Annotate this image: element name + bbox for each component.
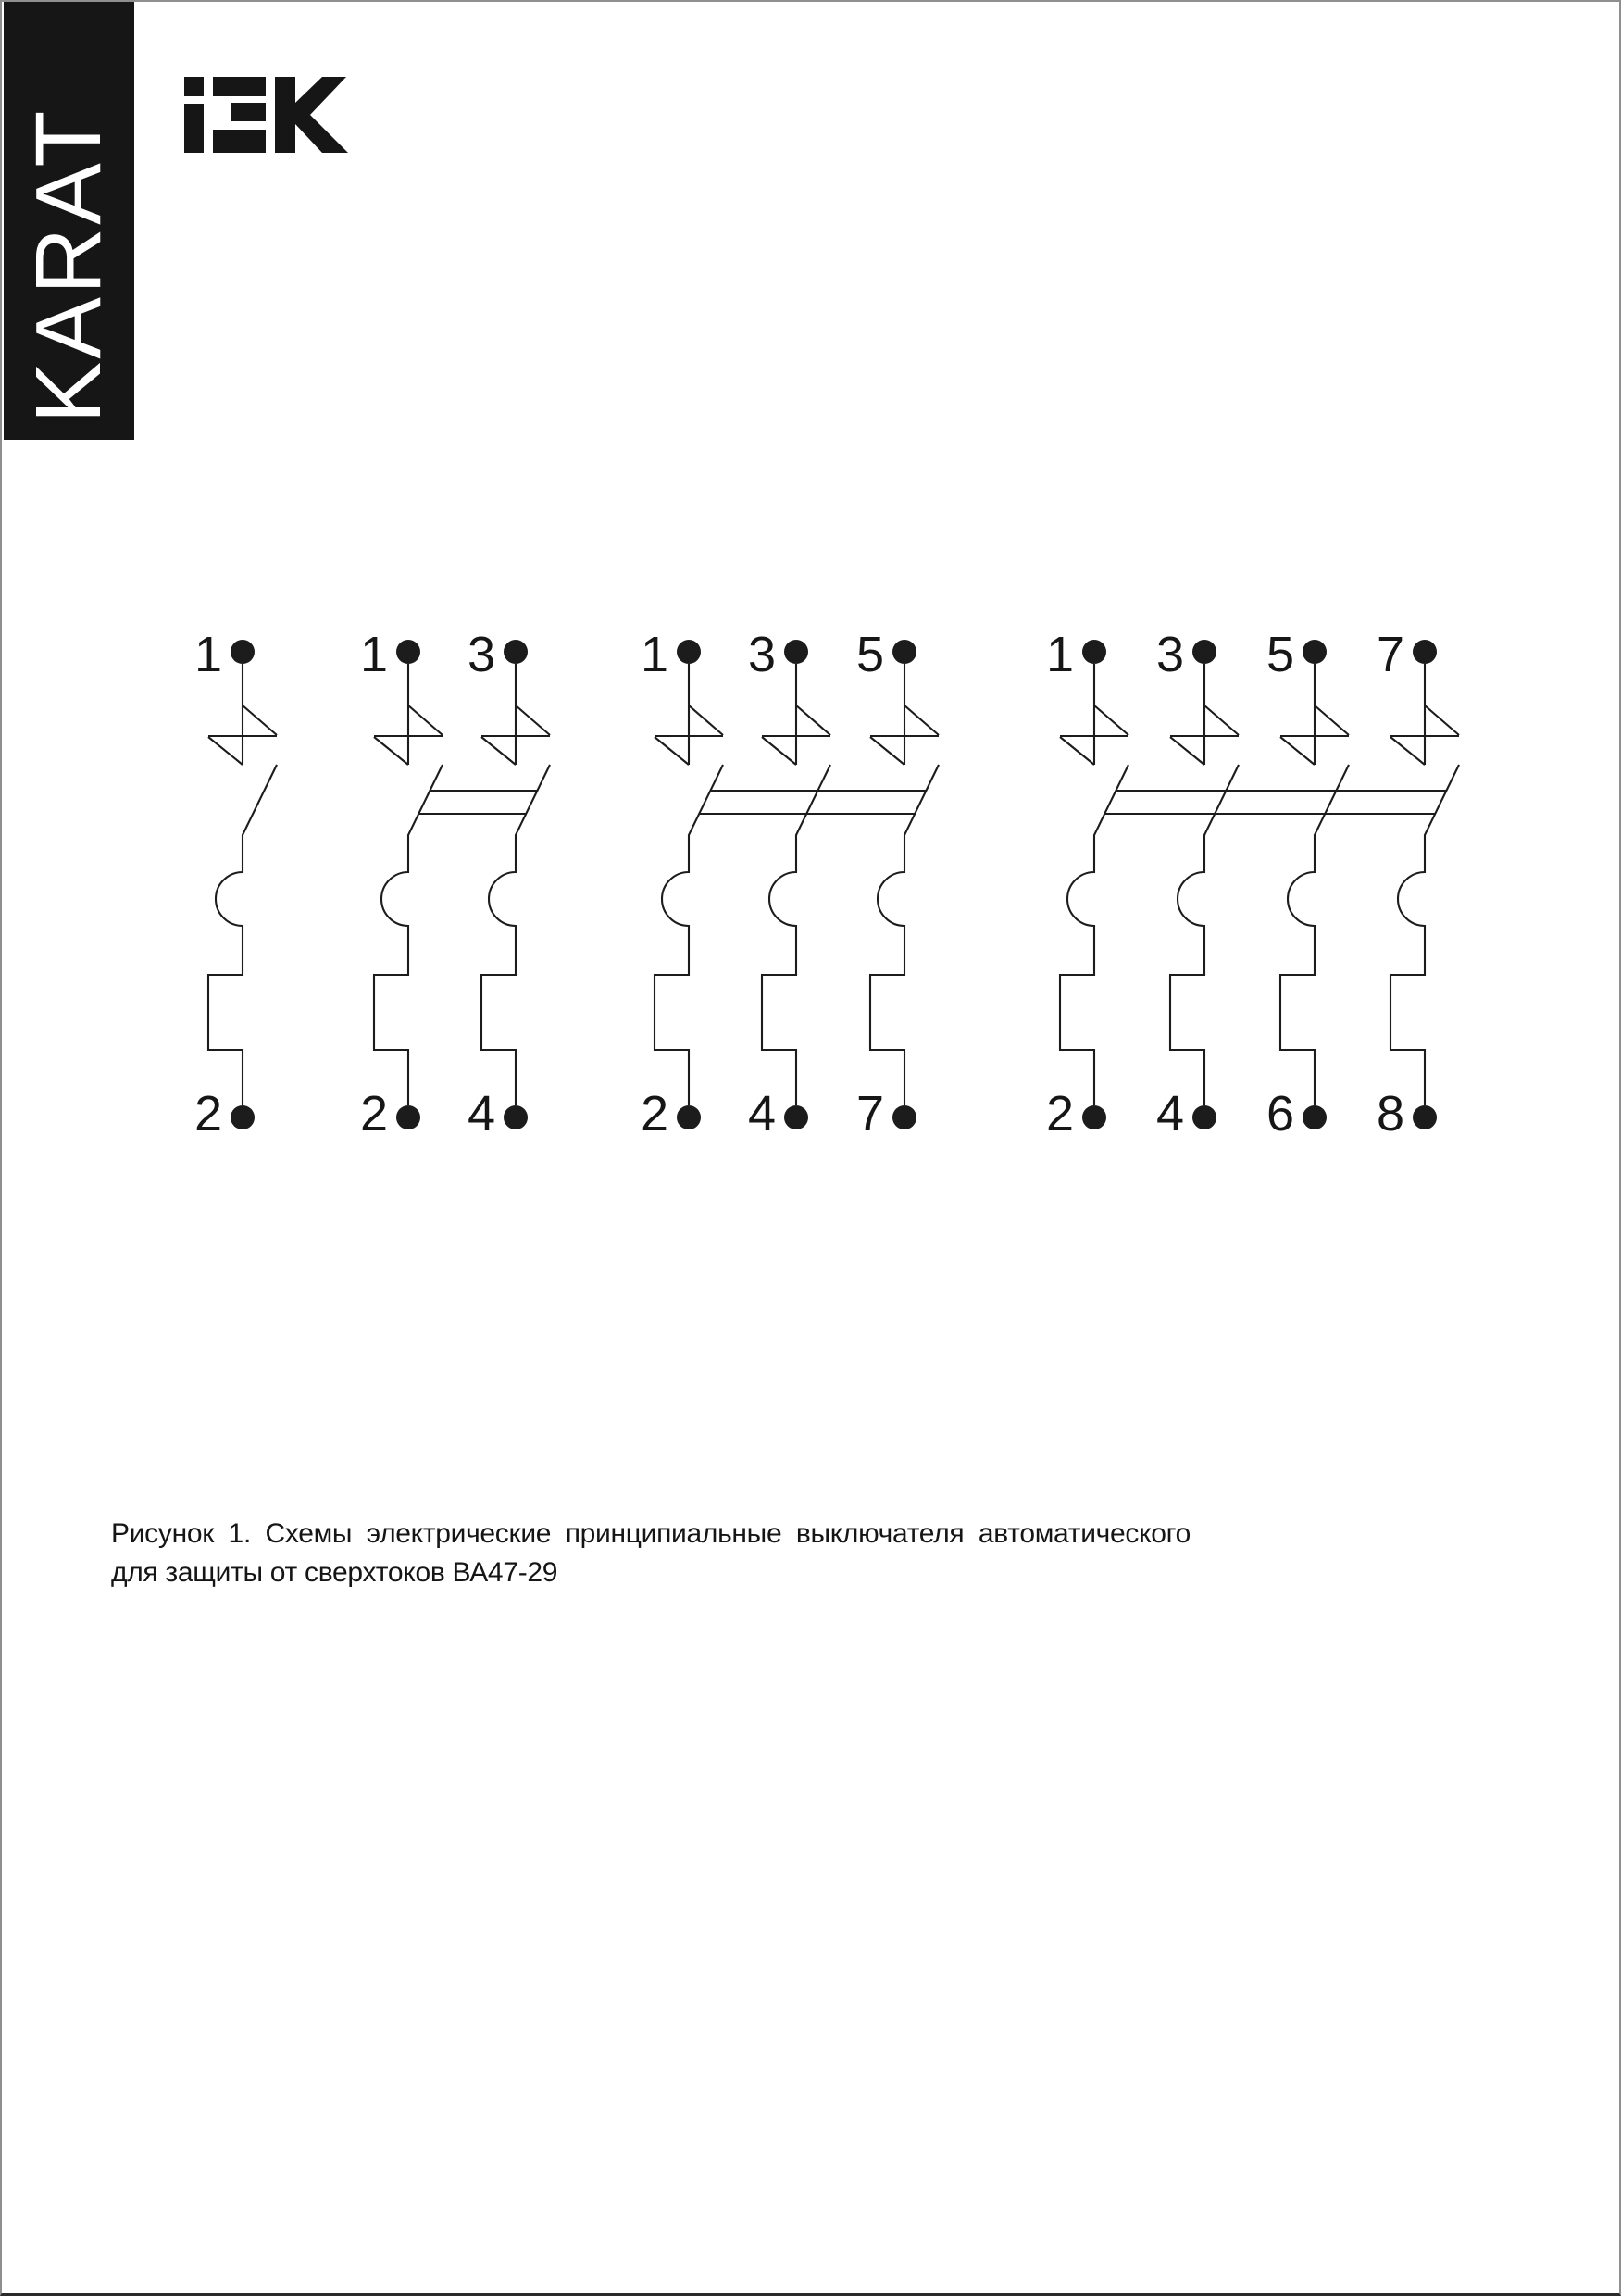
top-terminal-label: 5 xyxy=(855,627,884,682)
top-terminal-dot xyxy=(1082,640,1106,664)
top-terminal-label: 1 xyxy=(193,627,222,682)
karat-vertical-brand-text: KARAT xyxy=(17,107,120,424)
figure-caption xyxy=(111,1515,1191,1592)
bottom-terminal-label: 2 xyxy=(1045,1086,1074,1142)
breaker-diagram-2-pole xyxy=(360,627,550,1142)
top-terminal-label: 3 xyxy=(467,627,495,682)
pole-wiring-path xyxy=(655,664,939,1105)
breaker-diagram-1-pole xyxy=(194,627,277,1142)
pole-wiring-path xyxy=(1060,664,1459,1105)
top-terminal-label: 5 xyxy=(1266,627,1294,682)
top-terminal-dot xyxy=(1192,640,1216,664)
bottom-terminal-dot xyxy=(892,1105,916,1129)
pole-wiring-path xyxy=(374,664,550,1105)
bottom-terminal-dot xyxy=(1192,1105,1216,1129)
breaker-schematics-figure xyxy=(2,2,1621,2296)
bottom-terminal-dot xyxy=(396,1105,420,1129)
figure-caption-line-1: Рисунок 1. Схемы электрические принципиальные выключателя автоматического xyxy=(111,1518,1191,1549)
bottom-terminal-dot xyxy=(504,1105,528,1129)
bottom-terminal-label: 2 xyxy=(193,1086,222,1142)
bottom-terminal-label: 2 xyxy=(640,1086,668,1142)
bottom-terminal-dot xyxy=(677,1105,701,1129)
top-terminal-dot xyxy=(396,640,420,664)
top-terminal-label: 3 xyxy=(747,627,776,682)
top-terminal-label: 1 xyxy=(359,627,388,682)
top-terminal-dot xyxy=(784,640,808,664)
bottom-terminal-label: 2 xyxy=(359,1086,388,1142)
bottom-terminal-label: 6 xyxy=(1266,1086,1294,1142)
bottom-terminal-label: 4 xyxy=(467,1086,495,1142)
top-terminal-dot xyxy=(892,640,916,664)
top-terminal-label: 7 xyxy=(1376,627,1404,682)
top-terminal-label: 1 xyxy=(1045,627,1074,682)
top-terminal-dot xyxy=(1413,640,1437,664)
bottom-terminal-dot xyxy=(1303,1105,1327,1129)
top-terminal-dot xyxy=(504,640,528,664)
top-terminal-dot xyxy=(677,640,701,664)
bottom-terminal-dot xyxy=(1082,1105,1106,1129)
bottom-terminal-label: 8 xyxy=(1376,1086,1404,1142)
bottom-terminal-label: 4 xyxy=(1155,1086,1184,1142)
figure-caption-line-2: для защиты от сверхтоков ВА47-29 xyxy=(111,1557,558,1588)
top-terminal-dot xyxy=(231,640,255,664)
bottom-terminal-dot xyxy=(231,1105,255,1129)
top-terminal-label: 1 xyxy=(640,627,668,682)
bottom-terminal-label: 7 xyxy=(855,1086,884,1142)
breaker-diagram-3-pole xyxy=(641,627,939,1142)
top-terminal-dot xyxy=(1303,640,1327,664)
bottom-terminal-dot xyxy=(784,1105,808,1129)
top-terminal-label: 3 xyxy=(1155,627,1184,682)
breaker-diagram-4-pole xyxy=(1046,627,1459,1142)
bottom-terminal-label: 4 xyxy=(747,1086,776,1142)
pole-wiring-path xyxy=(208,664,277,1105)
bottom-terminal-dot xyxy=(1413,1105,1437,1129)
